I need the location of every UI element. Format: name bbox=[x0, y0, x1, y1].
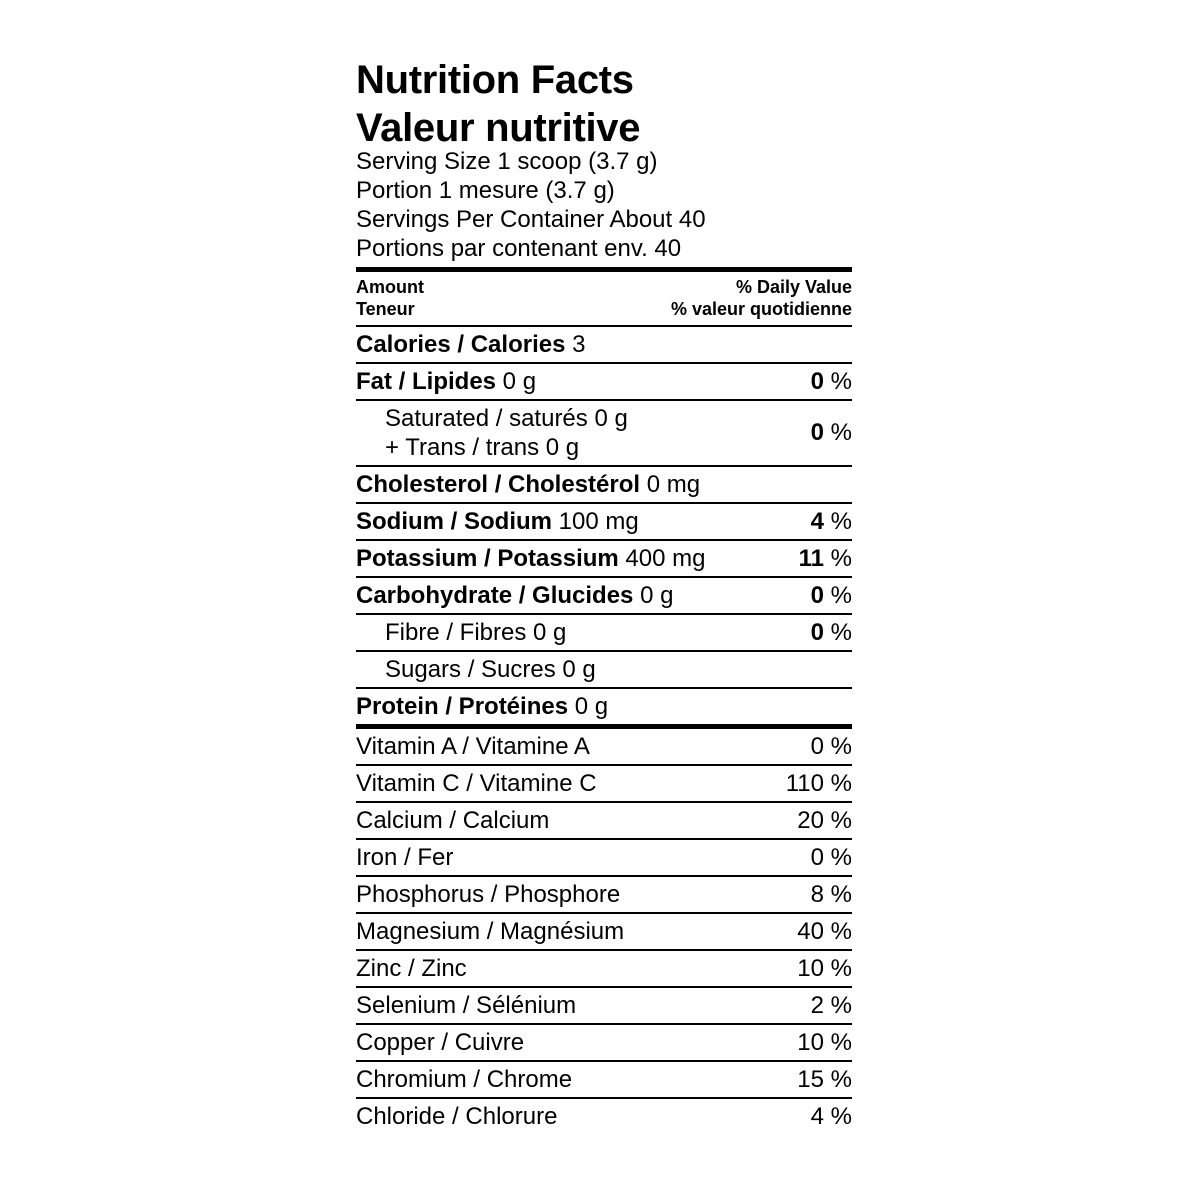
nutrient-amount: 0 mg bbox=[640, 470, 701, 498]
nutrient-row-protein bbox=[356, 689, 852, 724]
daily-value-unit: % bbox=[823, 581, 852, 609]
vitamin-row bbox=[356, 877, 852, 914]
nutrient-row-carbohydrate bbox=[356, 578, 852, 615]
vitamin-name: Zinc / Zinc bbox=[356, 954, 467, 982]
nutrient-amount: 3 bbox=[565, 330, 586, 358]
daily-value-number: 0 bbox=[810, 618, 824, 646]
nutrient-row-fat bbox=[356, 364, 852, 401]
nutrient-name: Sodium / Sodium bbox=[356, 507, 552, 535]
nutrition-facts-label bbox=[356, 56, 852, 1134]
vitamin-daily-value: 0 % bbox=[810, 843, 852, 871]
daily-value-unit: % bbox=[823, 544, 852, 572]
vitamin-row bbox=[356, 1025, 852, 1062]
nutrient-row-sugars bbox=[356, 652, 852, 689]
serving-info bbox=[356, 147, 852, 263]
teneur-header: Teneur bbox=[356, 299, 415, 319]
servings-per-container-en: Servings Per Container About 40 bbox=[356, 206, 706, 233]
daily-value-number: 4 bbox=[810, 507, 824, 535]
vitamin-name: Iron / Fer bbox=[356, 843, 454, 871]
trans-fat: + Trans / trans 0 g bbox=[385, 434, 580, 461]
daily-value-unit: % bbox=[823, 419, 852, 446]
nutrient-name: Calories / Calories bbox=[356, 330, 566, 358]
vitamin-name: Magnesium / Magnésium bbox=[356, 917, 625, 945]
vitamin-name: Chloride / Chlorure bbox=[356, 1102, 558, 1130]
amount-header: Amount bbox=[356, 277, 424, 297]
nutrient-amount: 400 mg bbox=[618, 544, 706, 572]
title-french: Valeur nutritive bbox=[356, 106, 641, 150]
daily-value-number: 0 bbox=[810, 581, 824, 609]
nutrient-text: Fibre / Fibres 0 g bbox=[385, 619, 567, 646]
vitamin-row bbox=[356, 988, 852, 1025]
vitamin-name: Copper / Cuivre bbox=[356, 1028, 525, 1056]
daily-value-header: % Daily Value bbox=[735, 277, 852, 297]
nutrient-row-calories bbox=[356, 325, 852, 364]
valeur-quotidienne-header: % valeur quotidienne bbox=[670, 299, 852, 319]
vitamin-name: Phosphorus / Phosphore bbox=[356, 880, 621, 908]
vitamin-row bbox=[356, 803, 852, 840]
nutrient-name: Protein / Protéines bbox=[356, 692, 569, 720]
nutrient-text: Sugars / Sucres 0 g bbox=[385, 656, 596, 683]
nutrient-amount: 0 g bbox=[568, 692, 609, 720]
servings-per-container-fr: Portions par contenant env. 40 bbox=[356, 235, 682, 262]
vitamin-name: Vitamin C / Vitamine C bbox=[356, 769, 597, 797]
vitamin-daily-value: 2 % bbox=[810, 991, 852, 1019]
serving-size-en: Serving Size 1 scoop (3.7 g) bbox=[356, 148, 658, 175]
daily-value-number: 11 bbox=[798, 544, 824, 572]
vitamin-daily-value: 110 % bbox=[785, 769, 852, 797]
title-english: Nutrition Facts bbox=[356, 58, 634, 102]
daily-value-number: 0 bbox=[810, 419, 824, 446]
vitamin-daily-value: 20 % bbox=[797, 806, 852, 834]
vitamin-row bbox=[356, 729, 852, 766]
vitamin-row bbox=[356, 1099, 852, 1134]
saturated-fat: Saturated / saturés 0 g bbox=[385, 405, 628, 432]
vitamin-row bbox=[356, 914, 852, 951]
nutrient-name: Potassium / Potassium bbox=[356, 544, 619, 572]
vitamin-daily-value: 8 % bbox=[810, 880, 852, 908]
nutrient-amount: 0 g bbox=[496, 367, 537, 395]
nutrient-row-potassium bbox=[356, 541, 852, 578]
vitamin-row bbox=[356, 840, 852, 877]
nutrient-row-saturated-trans bbox=[356, 401, 852, 467]
nutrient-name: Fat / Lipides bbox=[356, 367, 497, 395]
vitamin-daily-value: 10 % bbox=[797, 954, 852, 982]
column-header bbox=[356, 272, 852, 325]
daily-value-unit: % bbox=[823, 618, 852, 646]
vitamin-daily-value: 0 % bbox=[810, 732, 852, 760]
nutrient-row-fibre bbox=[356, 615, 852, 652]
nutrient-amount: 0 g bbox=[633, 581, 674, 609]
vitamin-name: Vitamin A / Vitamine A bbox=[356, 732, 590, 760]
daily-value-unit: % bbox=[823, 367, 852, 395]
nutrient-row-sodium bbox=[356, 504, 852, 541]
vitamin-daily-value: 40 % bbox=[797, 917, 852, 945]
nutrient-amount: 100 mg bbox=[552, 507, 639, 535]
vitamin-row bbox=[356, 766, 852, 803]
daily-value-number: 0 bbox=[810, 367, 824, 395]
nutrient-row-cholesterol bbox=[356, 467, 852, 504]
vitamin-name: Calcium / Calcium bbox=[356, 806, 550, 834]
vitamin-row bbox=[356, 1062, 852, 1099]
vitamin-daily-value: 15 % bbox=[797, 1065, 852, 1093]
vitamins-list bbox=[356, 729, 852, 1134]
vitamin-daily-value: 4 % bbox=[810, 1102, 852, 1130]
vitamin-name: Selenium / Sélénium bbox=[356, 991, 577, 1019]
serving-size-fr: Portion 1 mesure (3.7 g) bbox=[356, 177, 615, 204]
nutrient-name: Cholesterol / Cholestérol bbox=[356, 470, 641, 498]
vitamin-name: Chromium / Chrome bbox=[356, 1065, 573, 1093]
vitamin-row bbox=[356, 951, 852, 988]
daily-value-unit: % bbox=[823, 507, 852, 535]
vitamin-daily-value: 10 % bbox=[797, 1028, 852, 1056]
nutrient-name: Carbohydrate / Glucides bbox=[356, 581, 634, 609]
